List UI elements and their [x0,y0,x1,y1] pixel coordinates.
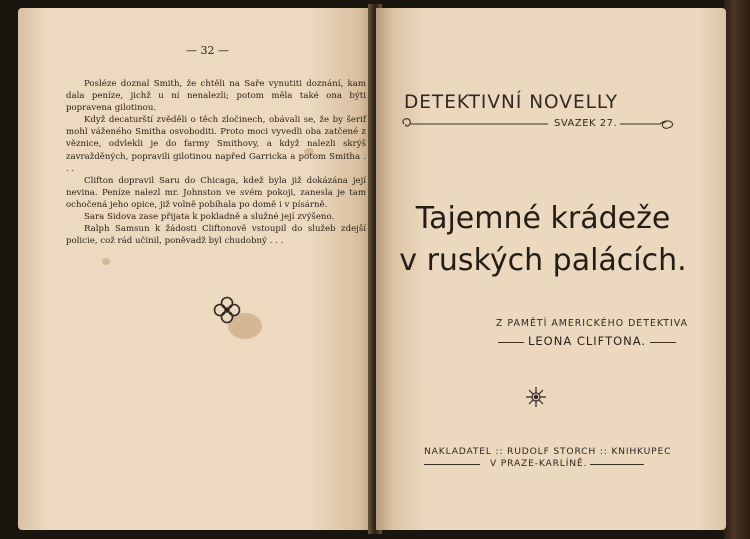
memoir-subtitle: Z PAMĚTÍ AMERICKÉHO DETEKTIVA [496,318,689,329]
divider [498,342,524,343]
title-line-1: Tajemné krádeže [415,201,671,236]
star-rosette-icon [524,385,548,409]
divider [650,342,676,343]
left-page [18,8,374,530]
stain [102,258,110,265]
series-title: DETEKTIVNÍ NOVELLY [404,92,619,113]
title-line-2: v ruských palácích. [399,243,687,278]
publication-place: V PRAZE-KARLÍNĚ. [490,458,588,469]
divider [590,464,644,465]
paragraph: Posléze doznal Smith, že chtěli na Saře vynutiti doznání, kam dala peníze, jichž u ní nenalezli; potom měla také ona býti popravena gilotinou. [66,79,366,114]
publisher-line: NAKLADATEL :: RUDOLF STORCH :: KNIHKUPEC [424,446,672,457]
flourish-icon [398,112,678,136]
book-cover-edge [724,0,750,539]
volume-number: SVAZEK 27. [554,118,618,129]
author-name: LEONA CLIFTONA. [528,334,647,348]
body-text [66,78,366,247]
divider [424,464,480,465]
page-number: — 32 — [186,44,229,57]
paragraph: Clifton dopravil Saru do Chicaga, kdež byla již dokázána její nevina. Peníze nalezl mr. Johnston ve svém pokoji, zanesla je tam ochočená jeho opice, již volně pobíhala po domě i v písárně. [66,175,366,210]
book-title [378,198,708,282]
paragraph: Ralph Samsun k žádosti Cliftonově vstoupil do služeb zdejší policie, což rád učinil, poněvadž byl chudobný . . . [66,224,366,247]
paragraph: Když decaturští zvěděli o těch zločinech, obávali se, že by šerif mohl váženého Smitha osvoboditi. Proto moci vyvedli oba zatčené z věznice, odvlekli je do farmy Smithovy, a když nalezli skrýš zavražděných, popravili gilotinou napřed Garricka a potom Smitha . . . [66,115,366,174]
floral-knot-icon [211,294,243,326]
paragraph: Sara Sidova zase přijata k pokladně a služné její zvýšeno. [84,212,335,223]
